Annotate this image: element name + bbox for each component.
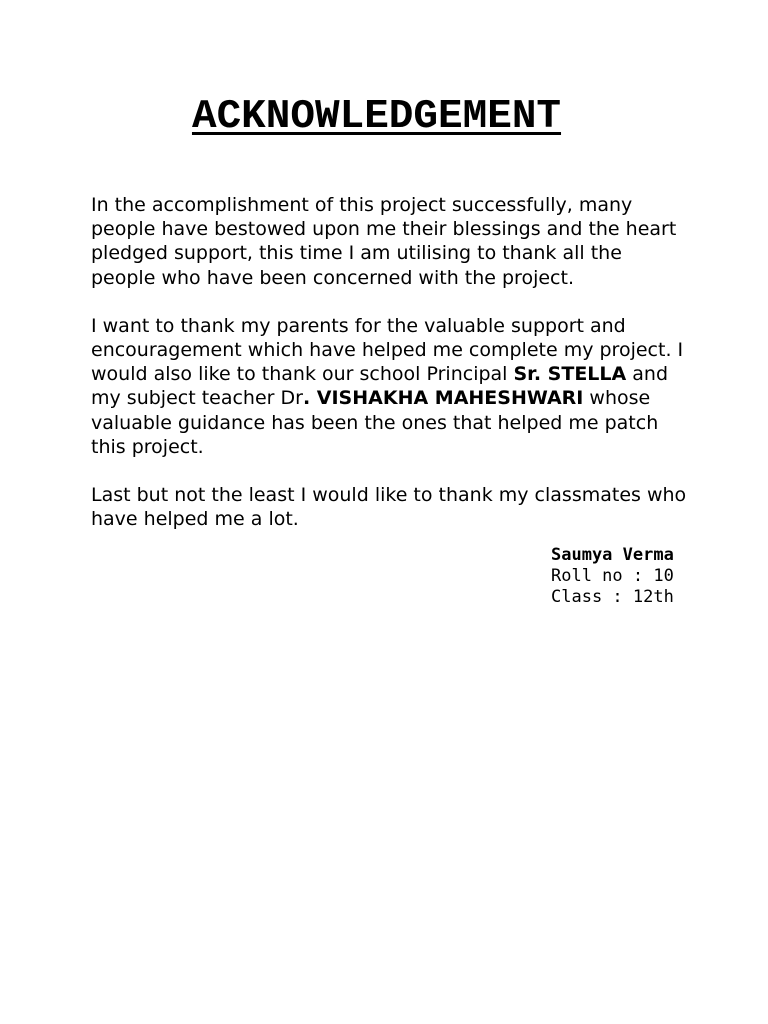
teacher-name: . VISHAKHA MAHESHWARI: [302, 387, 584, 410]
paragraph-thanks: [91, 314, 691, 459]
paragraph-classmates: Last but not the least I would like to thank my classmates who have helped me a lot.: [91, 484, 687, 531]
paragraph-intro: In the accomplishment of this project successfully, many people have bestowed upon me their blessings and the heart pledged support, this time I am utilising to thank all the people who have been concerned with the project.: [91, 194, 677, 289]
signature-class: Class : 12th: [551, 587, 674, 607]
paragraph-thanks-text-a: I want to thank my parents for the valuable support and encouragement which have helped me complete my project. I would also like to thank our school Principal: [91, 314, 684, 386]
page-title: [0, 92, 753, 142]
signature-name: Saumya Verma: [551, 545, 674, 565]
title-text: ACKNOWLEDGEMENT: [191, 94, 562, 140]
acknowledgement-body: [91, 193, 691, 531]
signature-block: [551, 545, 674, 608]
signature-roll: Roll no : 10: [551, 566, 674, 586]
principal-name: Sr. STELLA: [513, 363, 627, 386]
paragraph-thanks-text-b: and my subject teacher Dr: [91, 363, 669, 410]
paragraph-thanks-text-c: whose valuable guidance has been the ones that helped me patch this project.: [91, 387, 659, 458]
